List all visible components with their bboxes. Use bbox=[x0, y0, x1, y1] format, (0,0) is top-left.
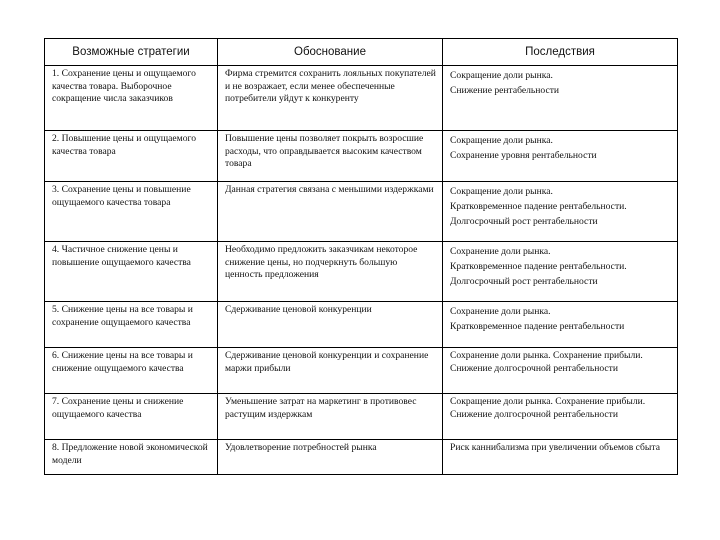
table-row bbox=[45, 440, 678, 475]
rationale-cell: Удовлетворение потребностей рынка bbox=[218, 440, 443, 475]
table-row bbox=[45, 348, 678, 394]
consequence-line: Кратковременное падение рентабельности. bbox=[450, 201, 627, 212]
consequence-line: Сохранение доли рынка. bbox=[450, 246, 551, 257]
consequence-line: Долгосрочный рост рентабельности bbox=[450, 216, 598, 227]
strategy-cell: 8. Предложение новой экономической модели bbox=[45, 440, 218, 475]
table-row bbox=[45, 242, 678, 302]
strategy-table bbox=[44, 38, 678, 475]
consequence-line: Кратковременное падение рентабельности bbox=[450, 321, 625, 332]
table-row bbox=[45, 302, 678, 348]
consequences-cell bbox=[443, 182, 678, 242]
consequence-line: Сохранение доли рынка. bbox=[450, 306, 551, 317]
strategy-cell: 7. Сохранение цены и снижение ощущаемого качества bbox=[45, 394, 218, 440]
consequence-line: Сокращение доли рынка. Сохранение прибыли. Снижение долгосрочной рентабельности bbox=[450, 396, 646, 420]
table-row bbox=[45, 394, 678, 440]
consequences-cell bbox=[443, 242, 678, 302]
strategy-cell: 5. Снижение цены на все товары и сохранение ощущаемого качества bbox=[45, 302, 218, 348]
rationale-cell: Фирма стремится сохранить лояльных покупателей и не возражает, если менее обеспеченные потребители уйдут к конкуренту bbox=[218, 66, 443, 131]
table-row bbox=[45, 66, 678, 131]
consequences-cell bbox=[443, 66, 678, 131]
consequence-line: Сохранение уровня рентабельности bbox=[450, 150, 597, 161]
consequence-line: Сокращение доли рынка. bbox=[450, 135, 553, 146]
rationale-cell: Повышение цены позволяет покрыть возросшие расходы, что оправдывается высоким качеством товара bbox=[218, 131, 443, 182]
rationale-cell: Данная стратегия связана с меньшими издержками bbox=[218, 182, 443, 242]
consequence-line: Долгосрочный рост рентабельности bbox=[450, 276, 598, 287]
rationale-cell: Сдерживание ценовой конкуренции и сохранение маржи прибыли bbox=[218, 348, 443, 394]
consequence-line: Снижение рентабельности bbox=[450, 85, 560, 96]
rationale-cell: Уменьшение затрат на маркетинг в противовес растущим издержкам bbox=[218, 394, 443, 440]
rationale-cell: Необходимо предложить заказчикам некоторое снижение цены, но подчеркнуть большую ценность предложения bbox=[218, 242, 443, 302]
table-header-row bbox=[45, 39, 678, 66]
header-consequences: Последствия bbox=[443, 39, 678, 66]
consequence-line: Риск каннибализма при увеличении объемов сбыта bbox=[450, 442, 660, 453]
consequences-cell bbox=[443, 302, 678, 348]
table-row bbox=[45, 182, 678, 242]
consequences-cell bbox=[443, 440, 678, 475]
consequence-line: Сокращение доли рынка. bbox=[450, 186, 553, 197]
rationale-cell: Сдерживание ценовой конкуренции bbox=[218, 302, 443, 348]
strategy-cell: 6. Снижение цены на все товары и снижение ощущаемого качества bbox=[45, 348, 218, 394]
header-strategies: Возможные стратегии bbox=[45, 39, 218, 66]
consequence-line: Сокращение доли рынка. bbox=[450, 70, 553, 81]
strategy-cell: 2. Повышение цены и ощущаемого качества товара bbox=[45, 131, 218, 182]
strategy-cell: 4. Частичное снижение цены и повышение ощущаемого качества bbox=[45, 242, 218, 302]
header-rationale: Обоснование bbox=[218, 39, 443, 66]
table-row bbox=[45, 131, 678, 182]
consequences-cell bbox=[443, 394, 678, 440]
consequences-cell bbox=[443, 131, 678, 182]
strategy-cell: 3. Сохранение цены и повышение ощущаемого качества товара bbox=[45, 182, 218, 242]
consequence-line: Кратковременное падение рентабельности. bbox=[450, 261, 627, 272]
consequence-line: Сохранение доли рынка. Сохранение прибыли. Снижение долгосрочной рентабельности bbox=[450, 350, 643, 374]
strategy-cell: 1. Сохранение цены и ощущаемого качества товара. Выборочное сокращение числа заказчиков bbox=[45, 66, 218, 131]
consequences-cell bbox=[443, 348, 678, 394]
